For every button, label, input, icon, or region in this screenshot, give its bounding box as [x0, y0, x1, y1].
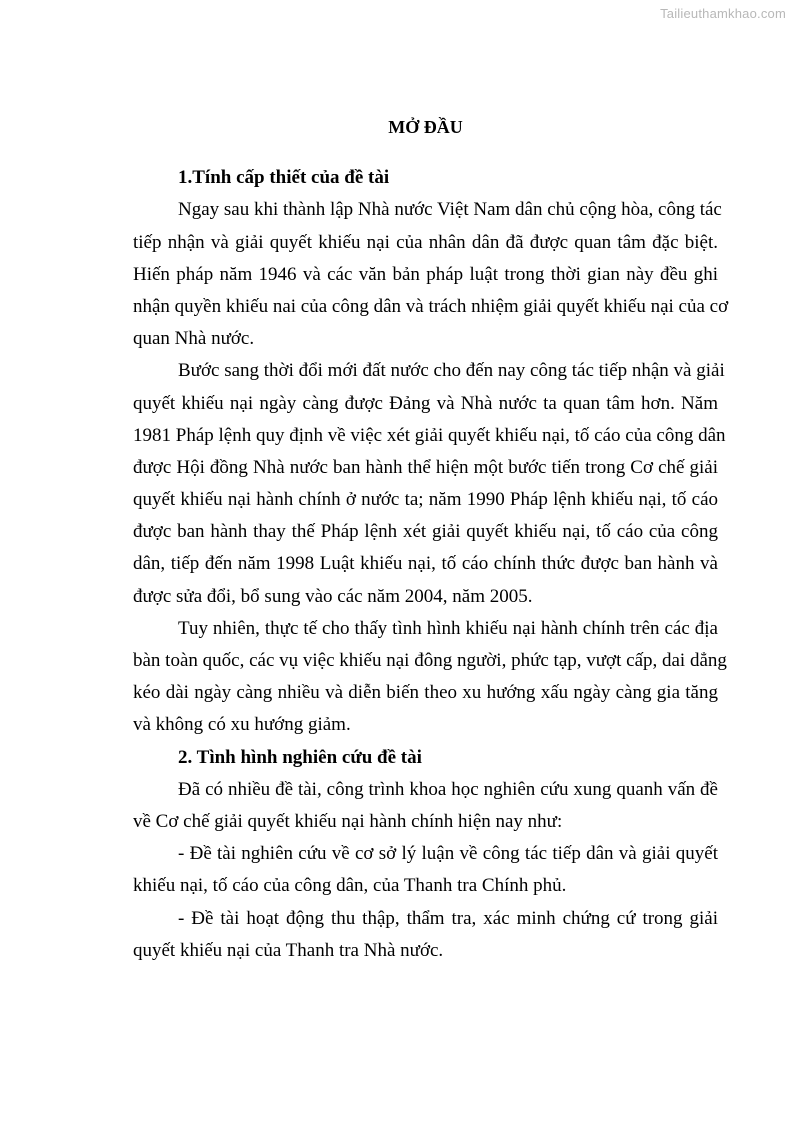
paragraph — [133, 355, 726, 613]
paragraph — [133, 903, 718, 967]
section-heading: 2. Tình hình nghiên cứu đề tài — [178, 746, 422, 768]
text-line: - Đề tài nghiên cứu về cơ sở lý luận về công tác tiếp dân và giải quyết — [178, 843, 718, 865]
text-line: và không có xu hướng giảm. — [133, 714, 351, 736]
text-line: - Đề tài hoạt động thu thập, thẩm tra, xác minh chứng cứ trong giải — [178, 907, 718, 929]
text-line: dân, tiếp đến năm 1998 Luật khiếu nại, tố cáo chính thức được ban hành và — [133, 553, 718, 575]
text-line: quyết khiếu nại ngày càng được Đảng và Nhà nước ta quan tâm hơn. Năm — [133, 392, 718, 414]
paragraph — [133, 774, 718, 838]
text-line: tiếp nhận và giải quyết khiếu nại của nhân dân đã được quan tâm đặc biệt. — [133, 231, 718, 253]
text-line: 1981 Pháp lệnh quy định về việc xét giải quyết khiếu nại, tố cáo của công dân — [133, 424, 726, 446]
paragraph — [133, 838, 718, 902]
text-line: về Cơ chế giải quyết khiếu nại hành chính hiện nay như: — [133, 810, 563, 832]
text-line: được Hội đồng Nhà nước ban hành thể hiện một bước tiến trong Cơ chế giải — [133, 456, 718, 478]
document-title: MỞ ĐẦU — [388, 117, 463, 137]
text-line: Tuy nhiên, thực tế cho thấy tình hình khiếu nại hành chính trên các địa — [178, 617, 718, 639]
text-line: bàn toàn quốc, các vụ việc khiếu nại đông người, phức tạp, vượt cấp, dai dẳng — [133, 650, 727, 672]
paragraph — [133, 194, 729, 355]
text-line: được ban hành thay thế Pháp lệnh xét giải quyết khiếu nại, tố cáo của công — [133, 521, 718, 543]
text-line: khiếu nại, tố cáo của công dân, của Thanh tra Chính phủ. — [133, 875, 567, 897]
text-line: Ngay sau khi thành lập Nhà nước Việt Nam dân chủ cộng hòa, công tác — [178, 199, 722, 221]
text-line: nhận quyền khiếu nai của công dân và trách nhiệm giải quyết khiếu nại của cơ — [133, 295, 729, 317]
text-line: Đã có nhiều đề tài, công trình khoa học nghiên cứu xung quanh vấn đề — [178, 778, 718, 800]
text-line: quyết khiếu nại hành chính ở nước ta; năm 1990 Pháp lệnh khiếu nại, tố cáo — [133, 489, 718, 511]
document-body — [133, 162, 729, 967]
text-line: kéo dài ngày càng nhiều và diễn biến theo xu hướng xấu ngày càng gia tăng — [133, 682, 718, 704]
text-line: Bước sang thời đổi mới đất nước cho đến nay công tác tiếp nhận và giải — [178, 360, 725, 382]
text-line: Hiến pháp năm 1946 và các văn bản pháp luật trong thời gian này đều ghi — [133, 263, 718, 285]
text-line: quan Nhà nước. — [133, 328, 255, 350]
text-line: quyết khiếu nại của Thanh tra Nhà nước. — [133, 939, 444, 961]
watermark: Tailieuthamkhao.com — [660, 6, 786, 21]
document-page — [133, 111, 729, 967]
text-line: được sửa đổi, bổ sung vào các năm 2004, năm 2005. — [133, 585, 533, 607]
section-heading: 1.Tính cấp thiết của đề tài — [178, 167, 390, 189]
paragraph — [133, 613, 727, 742]
